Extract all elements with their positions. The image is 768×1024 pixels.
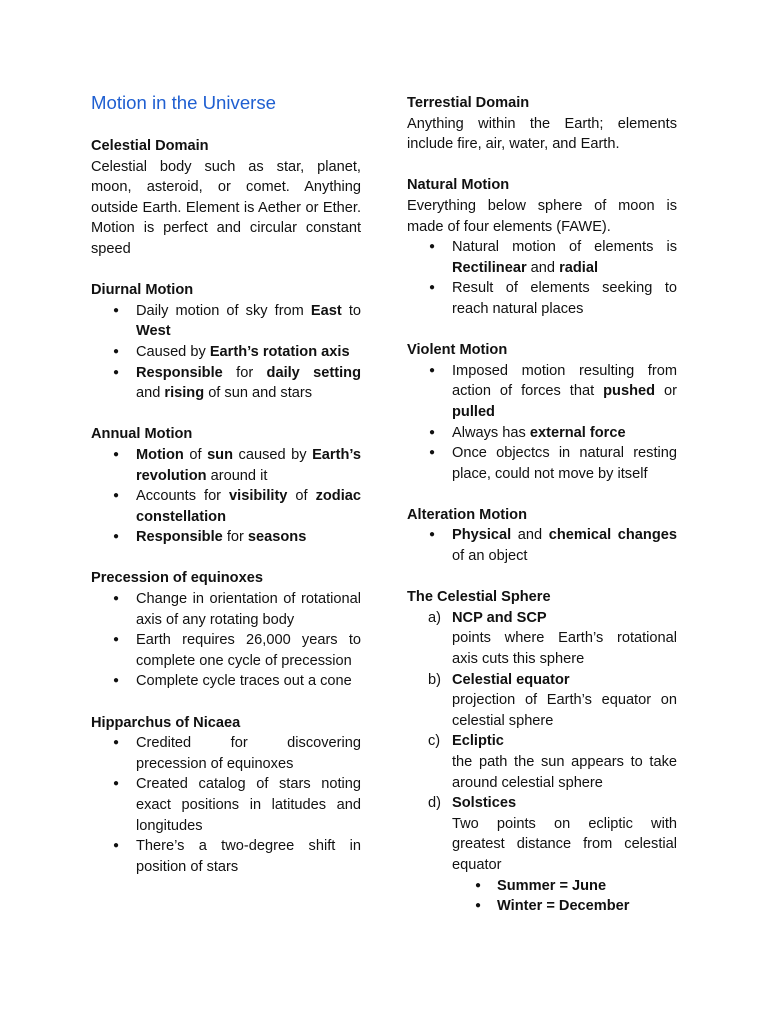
- section-heading: Hipparchus of Nicaea: [91, 714, 241, 731]
- list-item: ● Winter = December: [407, 896, 677, 917]
- section-heading: The Celestial Sphere: [407, 589, 551, 606]
- list-marker: a): [428, 609, 441, 626]
- list-item: ● Created catalog of stars noting exact positions in latitudes and longitudes: [91, 774, 361, 836]
- bullet-list: [407, 361, 677, 485]
- section-text: Everything below sphere of moon is made of four elements (FAWE).: [407, 197, 677, 235]
- list-item: ● Responsible for seasons: [91, 527, 361, 548]
- section-heading: Violent Motion: [407, 342, 508, 359]
- lettered-list: [407, 608, 677, 876]
- list-marker: b): [428, 671, 441, 688]
- section-celestial-domain: [91, 136, 361, 260]
- list-item: ● Imposed motion resulting from action of forces that pushed or pulled: [407, 361, 677, 423]
- section-violent-motion: [407, 340, 677, 484]
- section-hipparchus: [91, 713, 361, 878]
- list-item: ● Summer = June: [407, 876, 677, 897]
- list-item: ● Natural motion of elements is Rectilinear and radial: [407, 237, 677, 278]
- section-text: Anything within the Earth; elements include fire, air, water, and Earth.: [407, 115, 677, 153]
- list-item: [407, 731, 677, 793]
- section-annual-motion: [91, 424, 361, 548]
- item-description: Two points on ecliptic with greatest distance from celestial equator: [452, 815, 677, 873]
- list-item: ● Change in orientation of rotational axis of any rotating body: [91, 589, 361, 630]
- section-heading: Annual Motion: [91, 426, 193, 443]
- bullet-list: [91, 301, 361, 404]
- list-item: ● Accounts for visibility of zodiac constellation: [91, 486, 361, 527]
- nested-bullet-list: [407, 876, 677, 917]
- bullet-list: [407, 525, 677, 566]
- list-item: ● Once objectcs in natural resting place, could not move by itself: [407, 443, 677, 484]
- list-item: [407, 670, 677, 732]
- right-column: [407, 93, 677, 937]
- item-title: Celestial equator: [452, 671, 570, 688]
- list-item: [407, 793, 677, 875]
- list-item: ● Physical and chemical changes of an object: [407, 525, 677, 566]
- bullet-list: [91, 445, 361, 548]
- list-item: ● Caused by Earth’s rotation axis: [91, 342, 361, 363]
- section-heading: Diurnal Motion: [91, 282, 194, 299]
- list-item: ● Result of elements seeking to reach natural places: [407, 278, 677, 319]
- list-item: ● Complete cycle traces out a cone: [91, 671, 361, 692]
- item-title: NCP and SCP: [452, 609, 547, 626]
- section-terrestial-domain: [407, 93, 677, 155]
- section-heading: Celestial Domain: [91, 138, 209, 154]
- list-marker: d): [428, 795, 441, 812]
- list-item: ● There’s a two-degree shift in position of stars: [91, 836, 361, 877]
- section-heading: Terrestial Domain: [407, 95, 530, 111]
- page-title: Motion in the Universe: [91, 92, 276, 113]
- item-description: projection of Earth’s equator on celestial sphere: [452, 692, 677, 729]
- bullet-list: [407, 237, 677, 319]
- item-description: points where Earth’s rotational axis cuts this sphere: [452, 630, 677, 668]
- list-item: ● Credited for discovering precession of equinoxes: [91, 733, 361, 774]
- item-description: the path the sun appears to take around celestial sphere: [452, 754, 677, 791]
- bullet-list: [91, 589, 361, 692]
- list-item: ● Daily motion of sky from East to West: [91, 301, 361, 342]
- list-item: [407, 608, 677, 670]
- list-item: ● Always has external force: [407, 423, 677, 444]
- section-natural-motion: [407, 175, 677, 319]
- list-marker: c): [428, 733, 441, 750]
- left-column: [91, 90, 361, 898]
- section-heading: Alteration Motion: [407, 506, 527, 523]
- section-diurnal-motion: [91, 280, 361, 404]
- bullet-list: [91, 733, 361, 877]
- list-item: ● Responsible for daily setting and rising of sun and stars: [91, 363, 361, 404]
- section-celestial-sphere: [407, 587, 677, 917]
- section-heading: Natural Motion: [407, 177, 510, 194]
- section-text: Celestial body such as star, planet, moon, asteroid, or comet. Anything outside Earth. Element is Aether or Ether. Motion is perfect and circular constant speed: [91, 158, 361, 257]
- item-title: Ecliptic: [452, 733, 504, 750]
- section-precession: [91, 568, 361, 692]
- section-alteration-motion: [407, 505, 677, 567]
- item-title: Solstices: [452, 795, 517, 812]
- list-item: ● Motion of sun caused by Earth’s revolution around it: [91, 445, 361, 486]
- list-item: ● Earth requires 26,000 years to complete one cycle of precession: [91, 630, 361, 671]
- section-heading: Precession of equinoxes: [91, 570, 263, 587]
